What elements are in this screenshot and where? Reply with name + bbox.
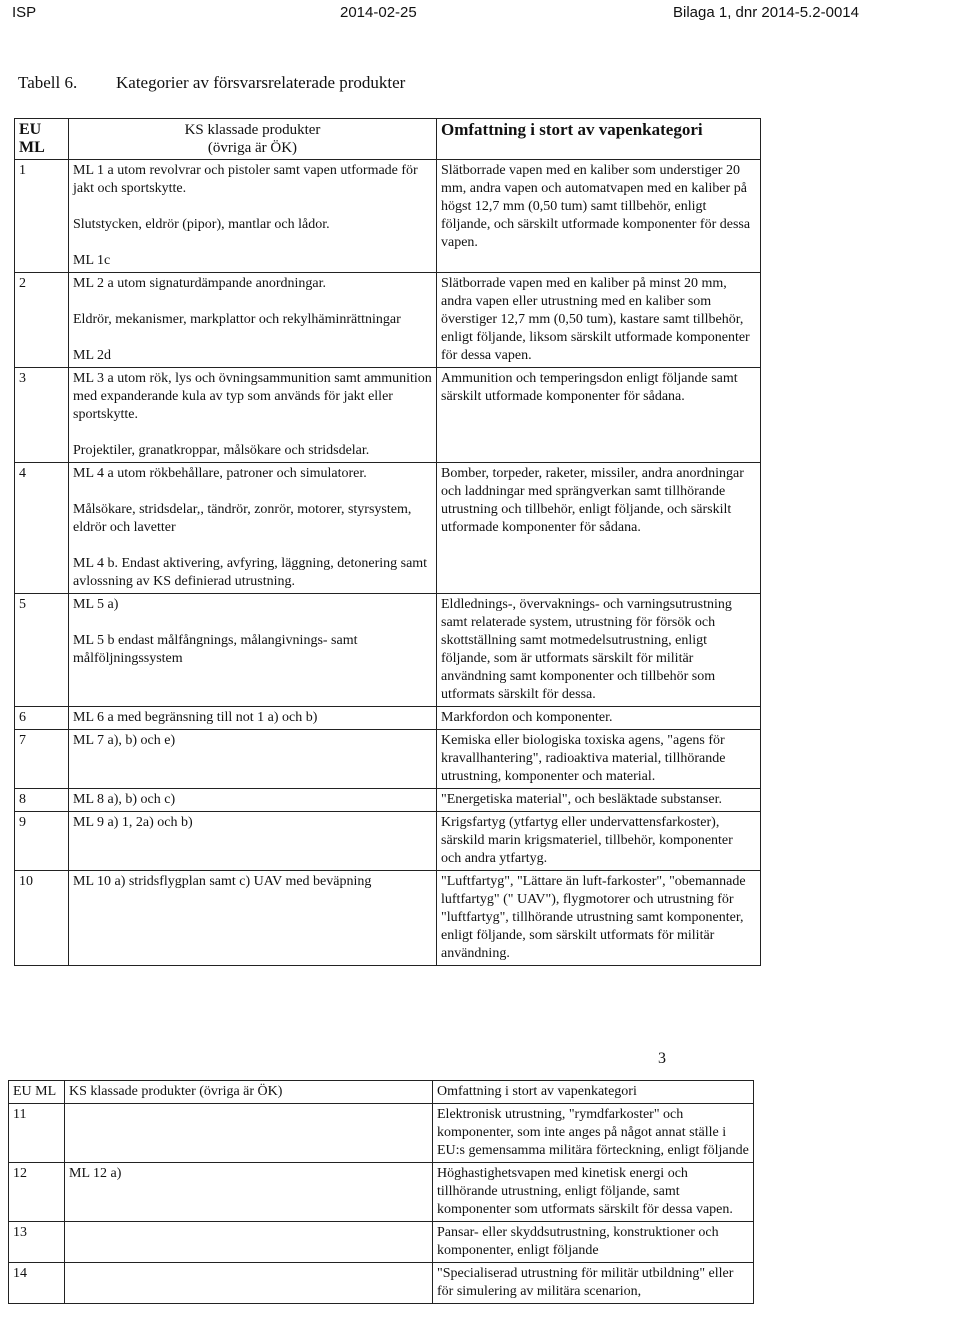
row-scope: Kemiska eller biologiska toxiska agens, "agens för kravallhantering", radioaktiva material, tillhörande utrustning, komponenter och material. [437,730,761,789]
row-scope: Pansar- eller skyddsutrustning, konstruktioner och komponenter, enligt följande [433,1222,754,1263]
table2-header-row [9,1081,754,1104]
row-ks-products [69,730,437,789]
head-scope: Omfattning i stort av vapenkategori [437,119,761,160]
row-number: 8 [15,789,69,812]
row-number: 12 [9,1163,65,1222]
row-number: 9 [15,812,69,871]
ks-paragraph: ML 6 a med begränsning till not 1 a) och b) [73,710,318,725]
ks-paragraph: Målsökare, stridsdelar,, tändrör, zonrör, motorer, styrsystem, eldrör och lavetter [73,502,412,535]
row-number: 14 [9,1263,65,1304]
row-scope: "Specialiserad utrustning för militär utbildning" eller för simulering av militära scenarion, [433,1263,754,1304]
table-categories-1 [14,118,761,966]
row-scope: Elektronisk utrustning, "rymdfarkoster" och komponenter, som inte anges på något annat ställe i EU:s gemensamma militära förteckning, enligt följande [433,1104,754,1163]
table-row [15,463,761,594]
row-scope: "Luftfartyg", "Lättare än luft-farkoster", "obemannade luftfartyg" (" UAV"), flygmotorer och utrustning för "luftfartyg", tillhörande utrustning samt komponenter, enligt följande, som särskilt utformats för militär användning. [437,871,761,966]
row-number: 4 [15,463,69,594]
ks-paragraph: ML 7 a), b) och e) [73,733,176,748]
ks-paragraph: ML 10 a) stridsflygplan samt c) UAV med beväpning [73,874,372,889]
row-ks-products [69,463,437,594]
row-number: 6 [15,707,69,730]
table-row [15,812,761,871]
ks-paragraph: Slutstycken, eldrör (pipor), mantlar och lådor. [73,217,330,232]
table-row [9,1104,754,1163]
ks-paragraph: ML 5 b endast målfångnings, målangivnings- samt målföljningssystem [73,633,358,666]
ks-paragraph: ML 5 a) [73,597,119,612]
ks-paragraph: ML 2 a utom signaturdämpande anordningar. [73,276,326,291]
head-ks-line2: (övriga är ÖK) [207,140,298,156]
table-row [15,160,761,273]
row-number: 3 [15,368,69,463]
row-scope: Bomber, torpeder, raketer, missiler, andra anordningar och laddningar med sprängverkan samt tillhörande utrustning och tillbehör, enligt följande, och särskilt utformade komponenter för sådana. [437,463,761,594]
table-row [9,1222,754,1263]
table-row [15,368,761,463]
table-row [9,1163,754,1222]
row-ks-products [69,160,437,273]
table-categories-2 [8,1080,754,1304]
row-ks-products [69,871,437,966]
row-ks-products [69,789,437,812]
row-ks-products [69,812,437,871]
table-row [15,594,761,707]
row-ks-products [69,368,437,463]
ks-paragraph: ML 8 a), b) och c) [73,792,176,807]
table-row [15,273,761,368]
caption-label: Tabell 6. [18,73,78,92]
ks-paragraph: ML 4 b. Endast aktivering, avfyring, läggning, detonering samt avlossning av KS definierad utrustning. [73,556,428,589]
table-row [9,1263,754,1304]
row-ks-products [69,707,437,730]
row-ks-products [69,594,437,707]
header-date: 2014-02-25 [340,4,417,21]
ks-paragraph: ML 1 a utom revolvrar och pistoler samt vapen utformade för jakt och sportskytte. [73,163,418,196]
row-scope: Krigsfartyg (ytfartyg eller undervattensfarkoster), särskild marin krigsmateriel, tillbehör, komponenter och andra ytfartyg. [437,812,761,871]
ks-paragraph: ML 4 a utom rökbehållare, patroner och simulatorer. [73,466,367,481]
head2-eu-ml: EU ML [9,1081,65,1104]
row-ks-products [65,1222,433,1263]
head-eu-ml: EU ML [15,119,69,160]
row-ks-products [69,273,437,368]
head-ks [69,119,437,160]
ks-paragraph: Eldrör, mekanismer, markplattor och rekylhäminrättningar [73,312,401,327]
table-header-row [15,119,761,160]
head-ks-line1: KS klassade produkter [184,122,321,138]
row-number: 13 [9,1222,65,1263]
row-scope: Eldlednings-, övervaknings- och varningsutrustning samt relaterade system, utrustning för försök och skottställning samt motmedelsutrustning, enligt följande, som är utformats särskilt för militär användning samt komponenter och tillbehör som utformats särskilt för dessa. [437,594,761,707]
table-row [15,730,761,789]
header-ref: Bilaga 1, dnr 2014-5.2-0014 [673,4,859,21]
ks-paragraph: ML 1c [73,253,111,268]
row-number: 7 [15,730,69,789]
row-number: 5 [15,594,69,707]
table-row [15,789,761,812]
row-number: 11 [9,1104,65,1163]
table-row [15,707,761,730]
ks-paragraph: ML 3 a utom rök, lys och övningsammunition samt ammunition med expanderande kula av typ som används för jakt eller sportskytte. [73,371,432,422]
ks-paragraph: ML 9 a) 1, 2a) och b) [73,815,193,830]
row-ks-products [65,1263,433,1304]
row-scope: Ammunition och temperingsdon enligt följande samt särskilt utformade komponenter för sådana. [437,368,761,463]
row-scope: "Energetiska material", och besläktade substanser. [437,789,761,812]
head2-scope: Omfattning i stort av vapenkategori [433,1081,754,1104]
row-number: 10 [15,871,69,966]
row-number: 1 [15,160,69,273]
row-scope: Markfordon och komponenter. [437,707,761,730]
head2-ks: KS klassade produkter (övriga är ÖK) [65,1081,433,1104]
caption-title: Kategorier av försvarsrelaterade produkter [116,73,406,92]
row-number: 2 [15,273,69,368]
row-scope: Slätborrade vapen med en kaliber på minst 20 mm, andra vapen eller utrustning med en kaliber som överstiger 12,7 mm (0,50 tum), kastare samt tillbehör, enligt följande, liksom särskilt utformade komponenter för dessa vapen. [437,273,761,368]
table-row [15,871,761,966]
page-number: 3 [658,1050,666,1067]
ks-paragraph: ML 2d [73,348,111,363]
row-ks-products [65,1104,433,1163]
row-scope: Slätborrade vapen med en kaliber som understiger 20 mm, andra vapen och automatvapen med en kaliber på högst 12,7 mm (0,50 tum) samt tillbehör, enligt följande, och särskilt utformade komponenter för dessa vapen. [437,160,761,273]
ks-paragraph: Projektiler, granatkroppar, målsökare och stridsdelar. [73,443,370,458]
header-left: ISP [12,4,37,21]
row-ks-products: ML 12 a) [65,1163,433,1222]
row-scope: Höghastighetsvapen med kinetisk energi och tillhörande utrustning, enligt följande, samt komponenter som utformats särskilt för dessa vapen. [433,1163,754,1222]
